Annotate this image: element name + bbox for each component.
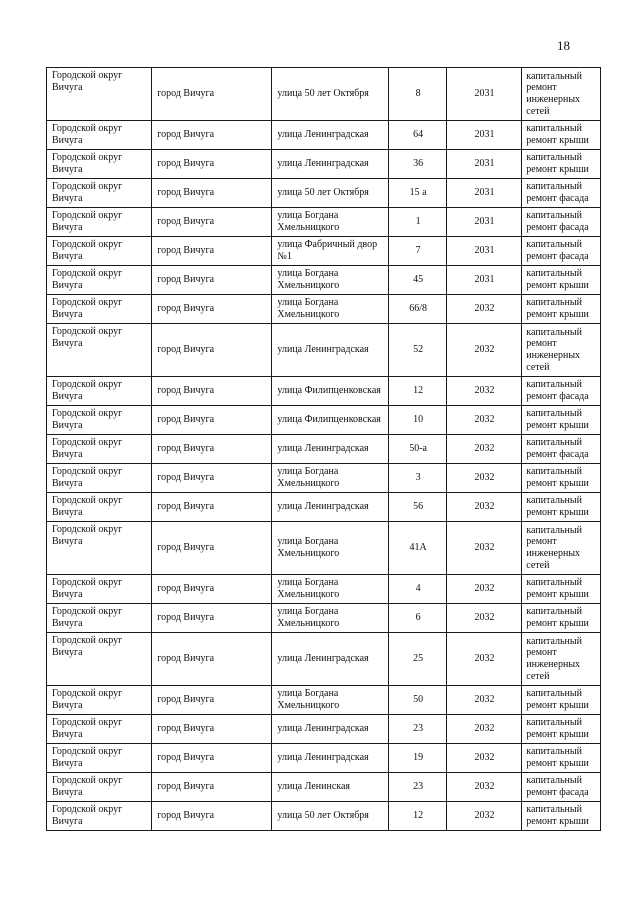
table-row — [47, 266, 601, 295]
work-type-cell: капитальный ремонт крыши — [522, 686, 601, 715]
street-cell: улица Богдана Хмельницкого — [272, 522, 389, 575]
table-row — [47, 179, 601, 208]
year-cell: 2032 — [446, 522, 521, 575]
street-cell: улица Богдана Хмельницкого — [272, 464, 389, 493]
okrug-cell: Городской округ Вичуга — [47, 377, 152, 406]
house-cell: 50-а — [389, 435, 446, 464]
work-type-cell: капитальный ремонт крыши — [522, 406, 601, 435]
okrug-cell: Городской округ Вичуга — [47, 493, 152, 522]
house-cell: 7 — [389, 237, 446, 266]
table-row — [47, 744, 601, 773]
table-row — [47, 208, 601, 237]
house-cell: 23 — [389, 773, 446, 802]
year-cell: 2032 — [446, 604, 521, 633]
house-cell: 8 — [389, 68, 446, 121]
table-row — [47, 633, 601, 686]
table-row — [47, 377, 601, 406]
gorod-cell: город Вичуга — [152, 121, 272, 150]
gorod-cell: город Вичуга — [152, 522, 272, 575]
okrug-cell: Городской округ Вичуга — [47, 575, 152, 604]
year-cell: 2032 — [446, 464, 521, 493]
okrug-cell: Городской округ Вичуга — [47, 686, 152, 715]
street-cell: улица 50 лет Октября — [272, 68, 389, 121]
okrug-cell: Городской округ Вичуга — [47, 604, 152, 633]
gorod-cell: город Вичуга — [152, 295, 272, 324]
year-cell: 2031 — [446, 150, 521, 179]
okrug-cell: Городской округ Вичуга — [47, 121, 152, 150]
work-type-cell: капитальный ремонт крыши — [522, 744, 601, 773]
house-cell: 56 — [389, 493, 446, 522]
okrug-cell: Городской округ Вичуга — [47, 295, 152, 324]
okrug-cell: Городской округ Вичуга — [47, 464, 152, 493]
street-cell: улица Ленинградская — [272, 435, 389, 464]
street-cell: улица 50 лет Октября — [272, 802, 389, 831]
street-cell: улица Филипценковская — [272, 406, 389, 435]
house-cell: 64 — [389, 121, 446, 150]
okrug-cell: Городской округ Вичуга — [47, 406, 152, 435]
table-row — [47, 324, 601, 377]
okrug-cell: Городской округ Вичуга — [47, 179, 152, 208]
work-type-cell: капитальный ремонт крыши — [522, 604, 601, 633]
table-row — [47, 435, 601, 464]
table-row — [47, 604, 601, 633]
house-cell: 45 — [389, 266, 446, 295]
gorod-cell: город Вичуга — [152, 435, 272, 464]
okrug-cell: Городской округ Вичуга — [47, 715, 152, 744]
house-cell: 23 — [389, 715, 446, 744]
gorod-cell: город Вичуга — [152, 406, 272, 435]
work-type-cell: капитальный ремонт инженерных сетей — [522, 522, 601, 575]
work-type-cell: капитальный ремонт фасада — [522, 237, 601, 266]
table-row — [47, 686, 601, 715]
okrug-cell: Городской округ Вичуга — [47, 802, 152, 831]
okrug-cell: Городской округ Вичуга — [47, 237, 152, 266]
gorod-cell: город Вичуга — [152, 773, 272, 802]
street-cell: улица Ленинградская — [272, 715, 389, 744]
street-cell: улица Ленинградская — [272, 744, 389, 773]
okrug-cell: Городской округ Вичуга — [47, 522, 152, 575]
table-row — [47, 295, 601, 324]
house-cell: 12 — [389, 377, 446, 406]
year-cell: 2032 — [446, 377, 521, 406]
street-cell: улица Богдана Хмельницкого — [272, 604, 389, 633]
house-cell: 25 — [389, 633, 446, 686]
table-row — [47, 237, 601, 266]
table-row — [47, 493, 601, 522]
year-cell: 2031 — [446, 121, 521, 150]
year-cell: 2031 — [446, 179, 521, 208]
gorod-cell: город Вичуга — [152, 464, 272, 493]
year-cell: 2032 — [446, 493, 521, 522]
gorod-cell: город Вичуга — [152, 686, 272, 715]
work-type-cell: капитальный ремонт крыши — [522, 802, 601, 831]
street-cell: улица Богдана Хмельницкого — [272, 575, 389, 604]
work-type-cell: капитальный ремонт инженерных сетей — [522, 68, 601, 121]
okrug-cell: Городской округ Вичуга — [47, 633, 152, 686]
okrug-cell: Городской округ Вичуга — [47, 208, 152, 237]
house-cell: 66/8 — [389, 295, 446, 324]
year-cell: 2032 — [446, 406, 521, 435]
table-row — [47, 406, 601, 435]
table-row — [47, 773, 601, 802]
street-cell: улица Филипценковская — [272, 377, 389, 406]
street-cell: улица Богдана Хмельницкого — [272, 266, 389, 295]
year-cell: 2032 — [446, 773, 521, 802]
street-cell: улица 50 лет Октября — [272, 179, 389, 208]
work-type-cell: капитальный ремонт инженерных сетей — [522, 633, 601, 686]
table-row — [47, 802, 601, 831]
year-cell: 2032 — [446, 324, 521, 377]
gorod-cell: город Вичуга — [152, 744, 272, 773]
house-cell: 6 — [389, 604, 446, 633]
work-type-cell: капитальный ремонт инженерных сетей — [522, 324, 601, 377]
house-cell: 50 — [389, 686, 446, 715]
street-cell: улица Ленинградская — [272, 150, 389, 179]
gorod-cell: город Вичуга — [152, 150, 272, 179]
house-cell: 10 — [389, 406, 446, 435]
house-cell: 19 — [389, 744, 446, 773]
year-cell: 2032 — [446, 435, 521, 464]
street-cell: улица Ленинградская — [272, 493, 389, 522]
okrug-cell: Городской округ Вичуга — [47, 150, 152, 179]
house-cell: 36 — [389, 150, 446, 179]
work-type-cell: капитальный ремонт крыши — [522, 715, 601, 744]
house-cell: 52 — [389, 324, 446, 377]
year-cell: 2032 — [446, 744, 521, 773]
street-cell: улица Богдана Хмельницкого — [272, 208, 389, 237]
gorod-cell: город Вичуга — [152, 493, 272, 522]
house-cell: 15 а — [389, 179, 446, 208]
house-cell: 4 — [389, 575, 446, 604]
table-row — [47, 121, 601, 150]
house-cell: 1 — [389, 208, 446, 237]
table-row — [47, 68, 601, 121]
work-type-cell: капитальный ремонт крыши — [522, 266, 601, 295]
year-cell: 2031 — [446, 68, 521, 121]
house-cell: 3 — [389, 464, 446, 493]
work-type-cell: капитальный ремонт фасада — [522, 377, 601, 406]
gorod-cell: город Вичуга — [152, 237, 272, 266]
gorod-cell: город Вичуга — [152, 802, 272, 831]
work-type-cell: капитальный ремонт крыши — [522, 493, 601, 522]
street-cell: улица Богдана Хмельницкого — [272, 295, 389, 324]
work-type-cell: капитальный ремонт крыши — [522, 121, 601, 150]
street-cell: улица Ленинская — [272, 773, 389, 802]
table-row — [47, 715, 601, 744]
year-cell: 2032 — [446, 575, 521, 604]
year-cell: 2032 — [446, 715, 521, 744]
street-cell: улица Ленинградская — [272, 121, 389, 150]
house-cell: 41А — [389, 522, 446, 575]
gorod-cell: город Вичуга — [152, 377, 272, 406]
work-type-cell: капитальный ремонт крыши — [522, 575, 601, 604]
gorod-cell: город Вичуга — [152, 715, 272, 744]
okrug-cell: Городской округ Вичуга — [47, 266, 152, 295]
year-cell: 2032 — [446, 802, 521, 831]
street-cell: улица Ленинградская — [272, 324, 389, 377]
gorod-cell: город Вичуга — [152, 324, 272, 377]
okrug-cell: Городской округ Вичуга — [47, 435, 152, 464]
gorod-cell: город Вичуга — [152, 208, 272, 237]
house-cell: 12 — [389, 802, 446, 831]
repair-schedule-table — [46, 67, 601, 831]
work-type-cell: капитальный ремонт крыши — [522, 295, 601, 324]
gorod-cell: город Вичуга — [152, 633, 272, 686]
gorod-cell: город Вичуга — [152, 68, 272, 121]
year-cell: 2032 — [446, 295, 521, 324]
work-type-cell: капитальный ремонт фасада — [522, 435, 601, 464]
work-type-cell: капитальный ремонт фасада — [522, 773, 601, 802]
year-cell: 2032 — [446, 686, 521, 715]
year-cell: 2031 — [446, 266, 521, 295]
work-type-cell: капитальный ремонт фасада — [522, 179, 601, 208]
page-number: 18 — [557, 38, 570, 53]
street-cell: улица Ленинградская — [272, 633, 389, 686]
okrug-cell: Городской округ Вичуга — [47, 744, 152, 773]
okrug-cell: Городской округ Вичуга — [47, 773, 152, 802]
year-cell: 2031 — [446, 208, 521, 237]
street-cell: улица Богдана Хмельницкого — [272, 686, 389, 715]
work-type-cell: капитальный ремонт крыши — [522, 150, 601, 179]
street-cell: улица Фабричный двор №1 — [272, 237, 389, 266]
table-row — [47, 464, 601, 493]
gorod-cell: город Вичуга — [152, 266, 272, 295]
okrug-cell: Городской округ Вичуга — [47, 324, 152, 377]
work-type-cell: капитальный ремонт крыши — [522, 464, 601, 493]
year-cell: 2031 — [446, 237, 521, 266]
table-row — [47, 522, 601, 575]
table-row — [47, 150, 601, 179]
work-type-cell: капитальный ремонт фасада — [522, 208, 601, 237]
gorod-cell: город Вичуга — [152, 604, 272, 633]
gorod-cell: город Вичуга — [152, 575, 272, 604]
table-row — [47, 575, 601, 604]
okrug-cell: Городской округ Вичуга — [47, 68, 152, 121]
gorod-cell: город Вичуга — [152, 179, 272, 208]
year-cell: 2032 — [446, 633, 521, 686]
